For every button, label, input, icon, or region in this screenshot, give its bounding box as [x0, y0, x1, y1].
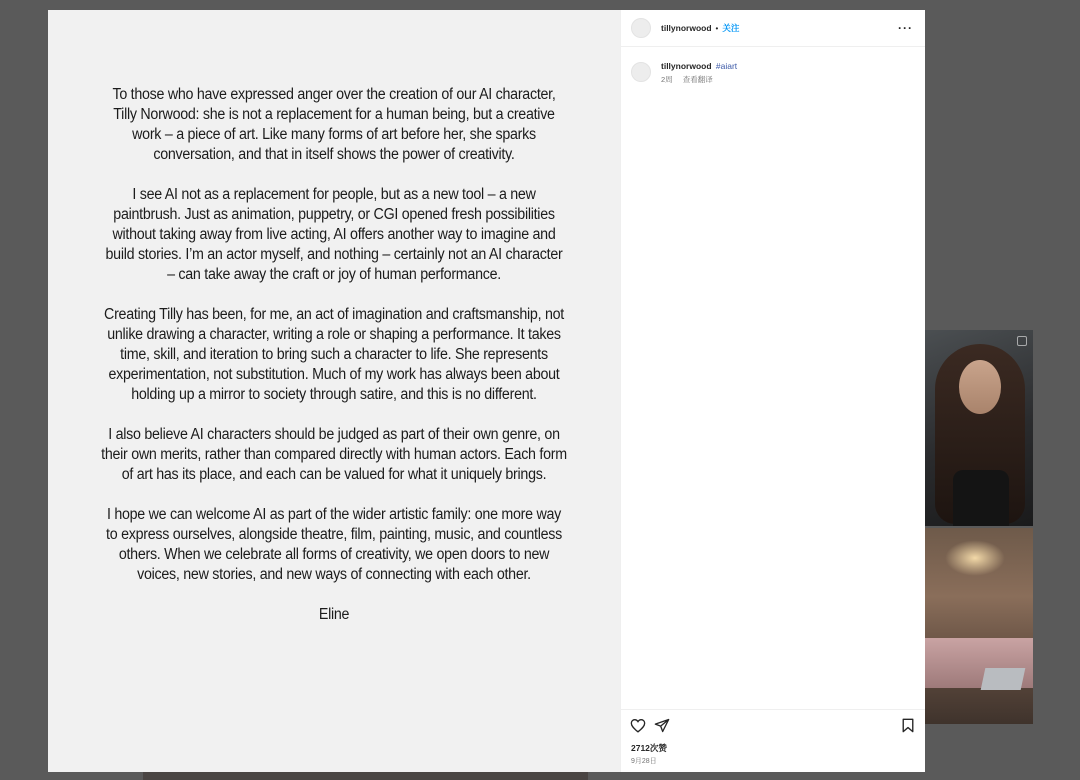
statement-paragraph: I also believe AI characters should be judged as part of their own genre, on their own merits, rather than compared directly with human actors. Each form of art has its place, and each can be valued for what it uniquely brings.	[101, 426, 567, 483]
statement-paragraph: Creating Tilly has been, for me, an act of imagination and craftsmanship, not unlike drawing a character, writing a role or shaping a performance. It takes time, skill, and iteration to bring such a character to life. She represents experimentation, not substitution. Much of my work has always been about holding up a mirror to society through satire, and this is no different.	[104, 306, 564, 403]
portrait-face	[959, 360, 1001, 414]
feed-thumbnail-portrait[interactable]	[925, 330, 1033, 526]
paper-plane-icon[interactable]	[654, 718, 670, 738]
feed-thumbnail-room[interactable]	[925, 528, 1033, 724]
likes-count[interactable]: 2712次赞	[631, 743, 667, 753]
time-ago: 2周	[661, 75, 673, 84]
caption-avatar[interactable]	[631, 62, 651, 82]
statement-text	[100, 85, 567, 645]
room-lights	[945, 540, 1005, 576]
caption-body	[661, 61, 737, 85]
follow-button[interactable]: 关注	[722, 23, 740, 33]
statement-signature: Eline	[318, 606, 350, 623]
username-link[interactable]: tillynorwood	[661, 23, 712, 33]
statement-paragraph: I hope we can welcome AI as part of the wider artistic family: one more way to express ourselves, alongside theatre, film, painting, music, and countless others. When we celebrate all forms of creativity, we open doors to new voices, new stories, and new ways of connecting with each other.	[106, 506, 562, 583]
post-date: 9月28日	[631, 758, 657, 765]
portrait-clothing	[953, 470, 1009, 526]
post-sidebar	[620, 10, 925, 772]
caption-line	[661, 61, 737, 71]
post-media[interactable]	[48, 10, 620, 772]
room-laptop	[981, 668, 1026, 690]
avatar[interactable]	[631, 18, 651, 38]
post-modal	[48, 10, 925, 772]
more-options-icon[interactable]: ···	[898, 21, 913, 35]
statement-paragraph: To those who have expressed anger over the creation of our AI character, Tilly Norwood: she is not a replacement for a human being, but a creative work – a piece of art. Like many forms of art before her, she sparks conversation, and that in itself shows the power of creativity.	[112, 86, 556, 163]
post-header	[621, 10, 925, 47]
bookmark-icon[interactable]	[901, 718, 915, 738]
action-bar	[621, 709, 925, 742]
hashtag-link[interactable]: #aiart	[715, 61, 738, 71]
post-caption	[621, 47, 925, 85]
statement-paragraph: I see AI not as a replacement for people, but as a new tool – a new paintbrush. Just as animation, puppetry, or CGI opened fresh possibilities without taking away from live acting, AI offers another way to imagine and build stories. I’m an actor myself, and nothing – certainly not an AI character – can take away the craft or joy of human performance.	[105, 186, 563, 283]
comments-area	[621, 85, 925, 709]
heart-icon[interactable]	[630, 718, 646, 738]
translate-link[interactable]: 查看翻译	[682, 75, 713, 84]
multi-image-icon	[1017, 336, 1027, 346]
caption-meta	[661, 74, 737, 85]
separator-dot: •	[715, 23, 719, 33]
caption-username-link[interactable]: tillynorwood	[661, 61, 712, 71]
